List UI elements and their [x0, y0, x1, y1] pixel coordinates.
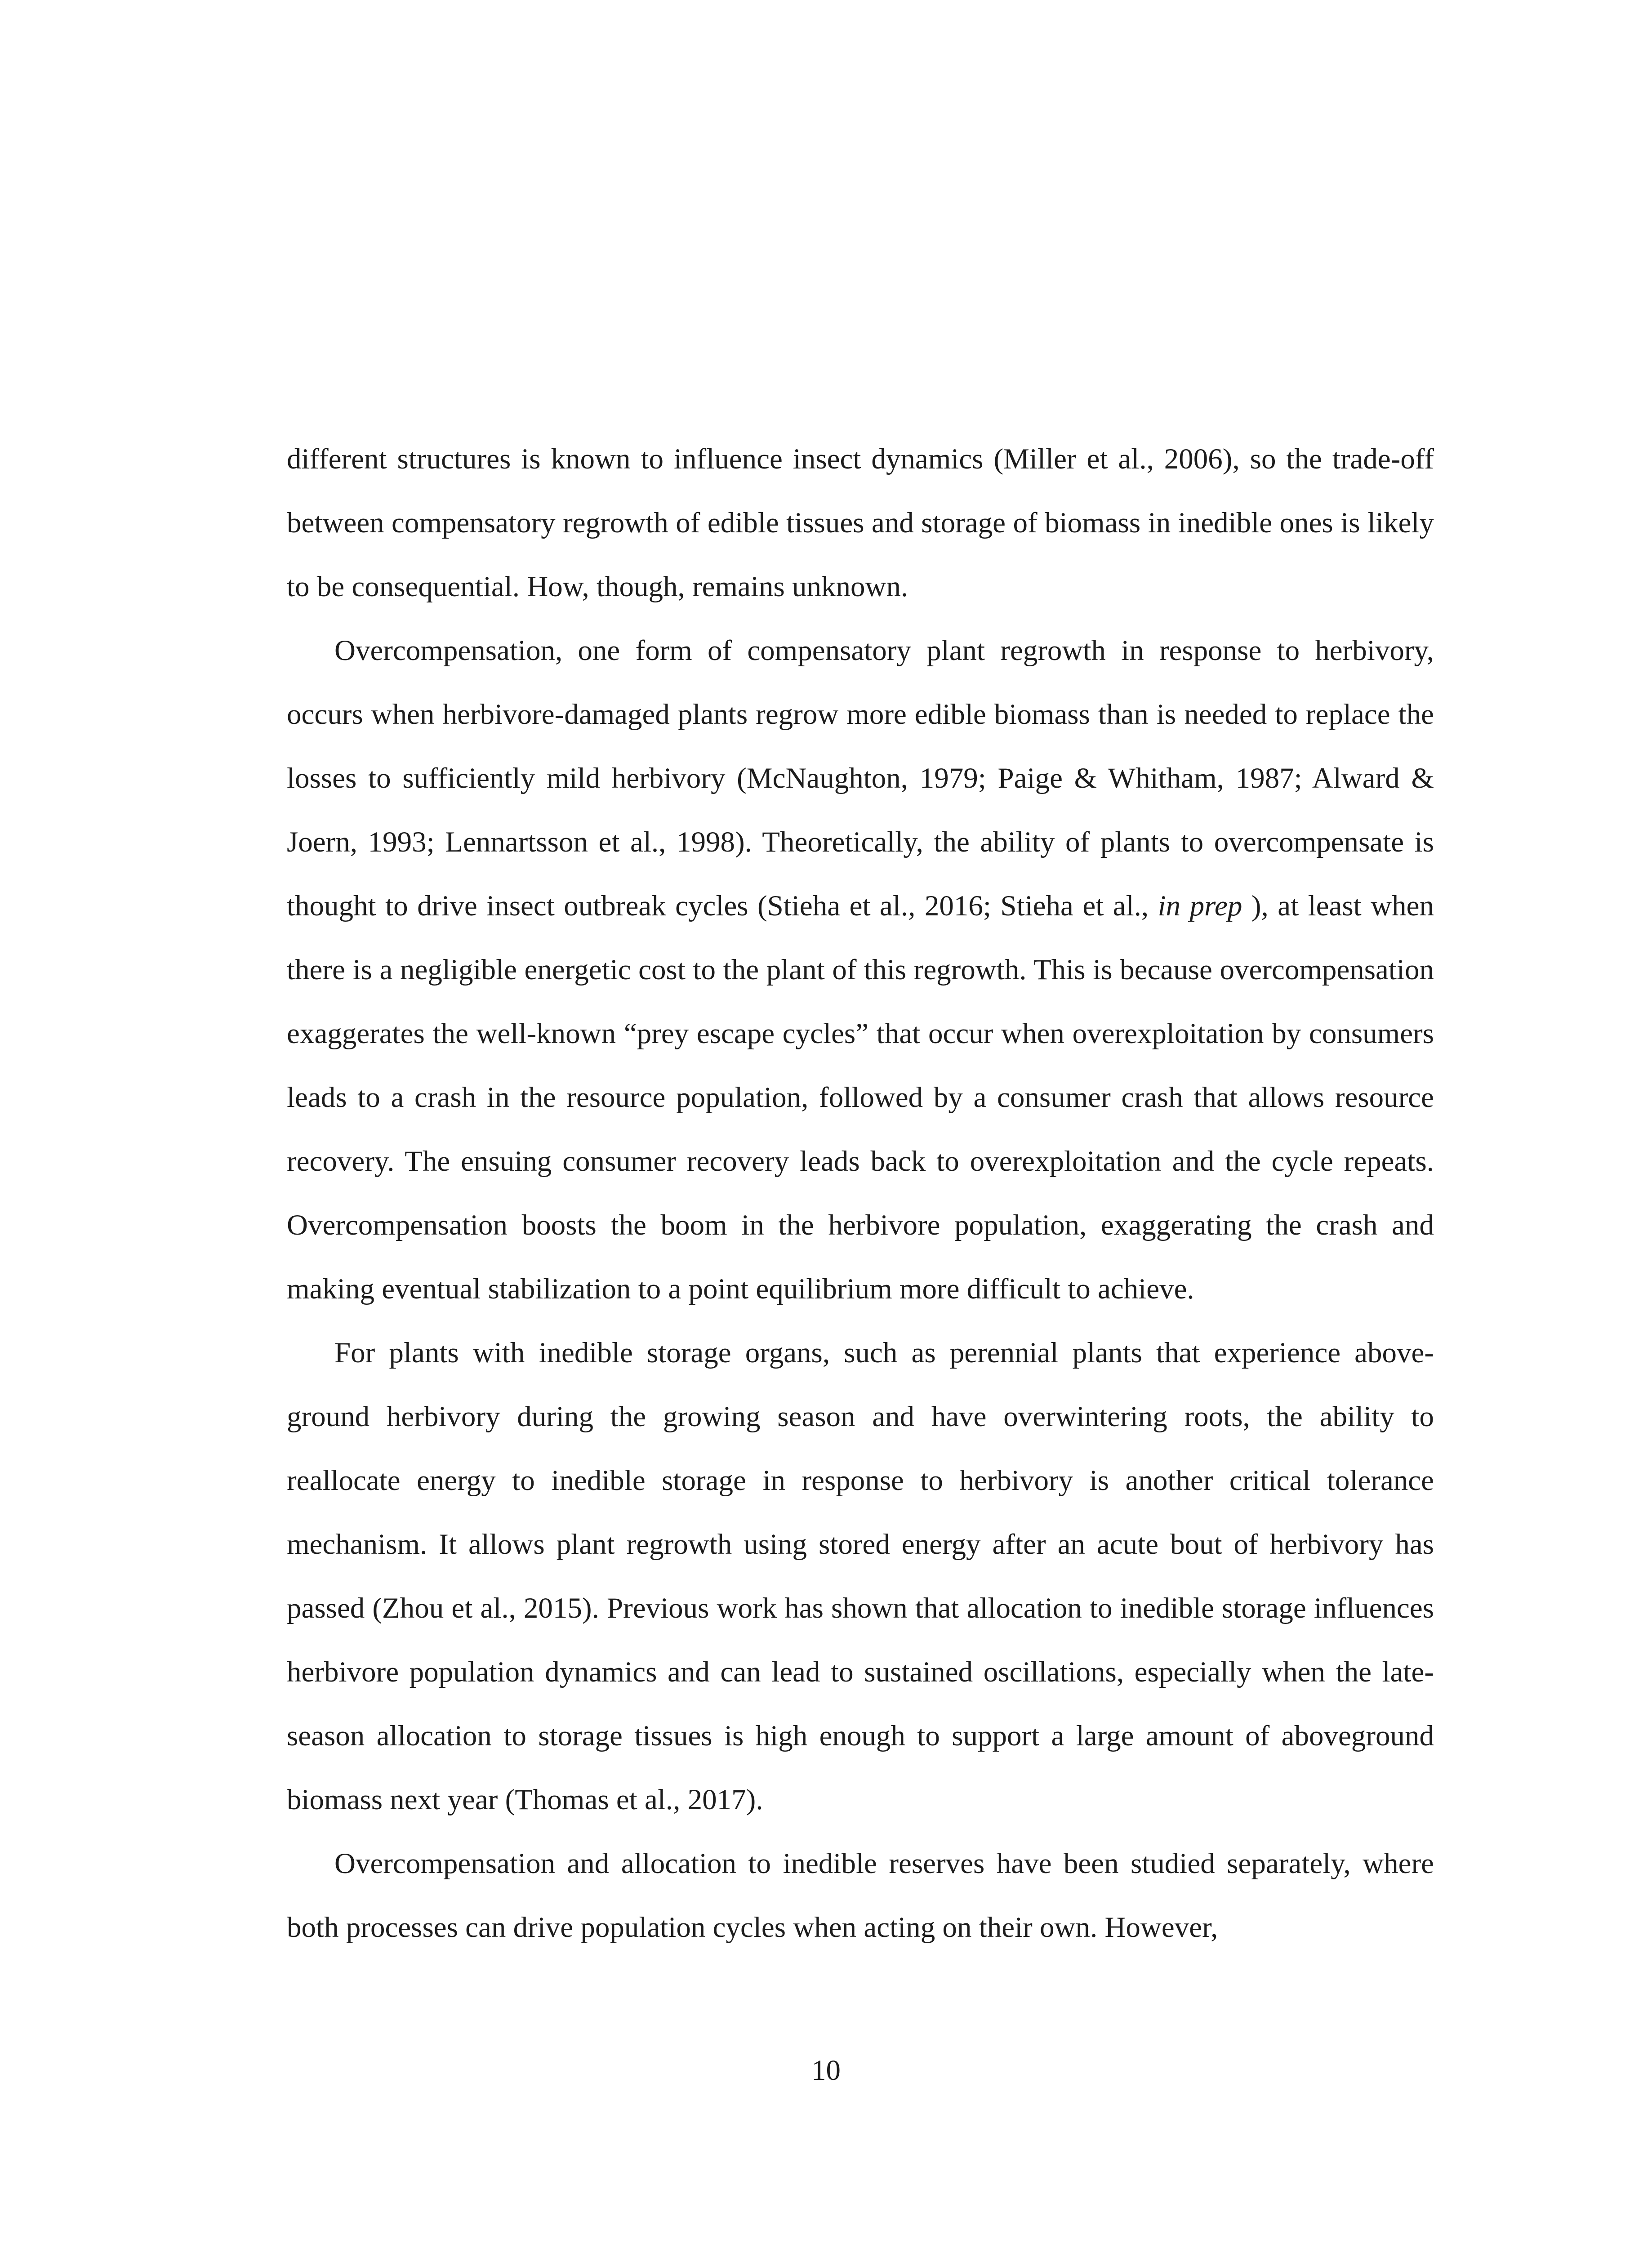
page-number: 10 [811, 2054, 841, 2087]
paragraph-2-text-end: ), at least when there is a negligible energetic cost to the plant of this regrowth. This is because overcompensation exaggerates the well-known “prey escape cycles” that occur when overexploitation by consumers leads to a crash in the resource population, followed by a consumer crash that allows resource recovery. The ensuing consumer recovery leads back to overexploitation and the cycle repeats. Overcompensation boosts the boom in the herbivore population, exaggerating the crash and making eventual stabilization to a point equilibrium more difficult to achieve. [287, 890, 1434, 1305]
body-text [287, 427, 1434, 1959]
paragraph-1: different structures is known to influence insect dynamics (Miller et al., 2006), so the trade-off between compensatory regrowth of edible tissues and storage of biomass in inedible ones is likely to be consequential. How, though, remains unknown. [287, 443, 1434, 603]
paragraph-3: For plants with inedible storage organs, such as perennial plants that experience above-ground herbivory during the growing season and have overwintering roots, the ability to reallocate energy to inedible storage in response to herbivory is another critical tolerance mechanism. It allows plant regrowth using stored energy after an acute bout of herbivory has passed (Zhou et al., 2015). Previous work has shown that allocation to inedible storage influences herbivore population dynamics and can lead to sustained oscillations, especially when the late-season allocation to storage tissues is high enough to support a large amount of aboveground biomass next year (Thomas et al., 2017). [287, 1337, 1434, 1816]
paragraph-4: Overcompensation and allocation to inedible reserves have been studied separately, where both processes can drive population cycles when acting on their own. However, [287, 1847, 1434, 1944]
paragraph-2 [287, 619, 1434, 1321]
paragraph-2-text-start: Overcompensation, one form of compensatory plant regrowth in response to herbivory, occurs when herbivore-damaged plants regrow more edible biomass than is needed to replace the losses to sufficiently mild herbivory (McNaughton, 1979; Paige & Whitham, 1987; Alward & Joern, 1993; Lennartsson et al., 1998). Theoretically, the ability of plants to overcompensate is thought to drive insect outbreak cycles (Stieha et al., 2016; Stieha et al., [287, 634, 1434, 922]
in-prep-citation: in prep [1158, 890, 1242, 922]
